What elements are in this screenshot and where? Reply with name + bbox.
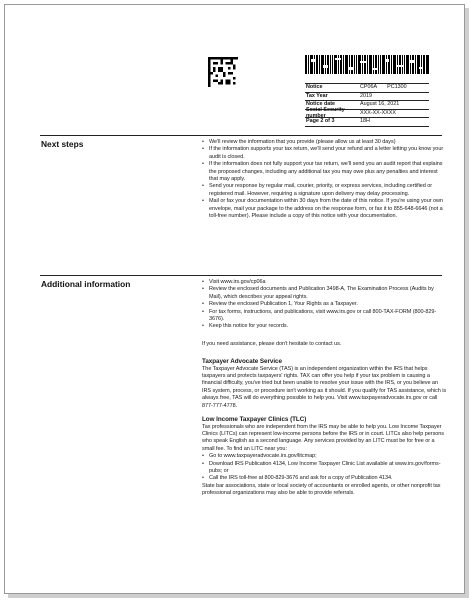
next-steps-content <box>202 139 447 220</box>
additional-info-content <box>202 279 447 498</box>
tas-heading: Taxpayer Advocate Service <box>202 358 282 366</box>
list-item: • If the information supports your tax return, we'll send your refund and a letter letting you know your audit is closed. <box>202 146 447 161</box>
notice-pc-code: PC1300 <box>387 84 407 91</box>
info-label: Page 2 of 3 <box>306 118 335 125</box>
list-item: • Go to www.taxpayeradvocate.irs.gov/litcmap; <box>202 453 447 460</box>
list-item: • Review the enclosed documents and Publication 3498-A, The Examination Process (Audits by Mail), which describes your appeal rights. <box>202 286 447 301</box>
tas-paragraph: The Taxpayer Advocate Service (TAS) is an independent organization within the IRS that helps taxpayers and protects taxpayers' rights. TAX can offer you help if your tax problem is causing a financial difficulty, you've tried but been unable to resolve your issue with the IRS, or you believe an IRS system, process, or procedure isn't working as it should. If you qualify for TAS assistance, which is always free, TAS will do everything possible to help you. Visit www.taxpayeradvocate.irs.gov or call 877-777-4778. <box>202 365 447 409</box>
next-steps-heading: Next steps <box>41 139 84 149</box>
qr-code-icon <box>208 57 238 87</box>
additional-info-list <box>202 279 447 331</box>
info-row <box>305 93 429 102</box>
list-item: • Keep this notice for your records. <box>202 323 447 330</box>
list-item: • Send your response by regular mail, courier, priority, or express services, including certified or registered mail. However, requiring a signature upon delivery may delay processing. <box>202 183 447 198</box>
litc-list <box>202 453 447 483</box>
info-value <box>360 119 429 124</box>
list-item: • If the information does not fully support your tax return, we'll send you an audit report that explains the proposed changes, including any additional tax you may owe plus any penalties and interest that may apply. <box>202 161 447 183</box>
info-value <box>360 111 429 116</box>
notice-code: CP06A <box>360 84 378 91</box>
info-row <box>305 107 429 119</box>
section-divider <box>40 135 442 136</box>
closing-paragraph: State bar associations, state or local society of accountants or enrolled agents, or other nonprofit tax professional organizations may also be able to provide referrals. <box>202 482 441 497</box>
list-item: • Review the enclosed Publication 1, Your Rights as a Taxpayer. <box>202 301 447 308</box>
additional-info-heading: Additional information <box>41 279 131 289</box>
barcode-icon <box>305 55 429 74</box>
info-label: Notice date <box>306 101 336 108</box>
list-item: • Call the IRS toll-free at 800-829-3676 and ask for a copy of Publication 4134. <box>202 475 447 482</box>
litc-paragraph: Tax professionals who are independent from the IRS may be able to help you. Low Income Taxpayer Clinics (LITCs) can represent low-income persons before the IRS or in court. LITCs also help persons who speak English as a second language. Any services provided by an LITC must be for free or a small fee. To find an LITC near you: <box>202 423 444 452</box>
list-item: • Mail or fax your documentation within 30 days from the date of this notice. If you're using your own envelope, mail your package to the address on the response form, or fax it to 855-648-6646 (not a toll-free number). Please include a copy of this notice with your documentation. <box>202 198 447 220</box>
notice-date: August 16, 2021 <box>360 101 400 108</box>
info-label: Notice <box>306 84 323 91</box>
litc-heading: Low Income Taxpayer Clinics (TLC) <box>202 416 307 424</box>
list-item: • We'll review the information that you provide (please allow us at least 30 days) <box>202 139 447 146</box>
page-code: 18H <box>360 118 370 125</box>
info-label: Social Security number <box>306 107 345 119</box>
info-row <box>305 84 429 93</box>
assistance-text: If you need assistance, please don't hesitate to contact us. <box>202 340 342 347</box>
ssn-value: XXX-XX-XXXX <box>360 109 396 116</box>
list-item: • For tax forms, instructions, and publications, visit www.irs.gov or call 800-TAX-FORM (800-829-3676). <box>202 309 447 324</box>
info-value <box>360 102 429 107</box>
notice-info-table <box>305 83 429 127</box>
list-item: • Visit www.irs.gov/cp06a <box>202 279 447 286</box>
next-steps-list <box>202 139 447 220</box>
section-divider <box>40 275 442 276</box>
info-value <box>360 85 429 90</box>
tax-year: 2019 <box>360 92 372 99</box>
list-item: • Download IRS Publication 4134, Low Income Taxpayer Clinic List available at www.irs.gov/forms-pubs; or <box>202 461 447 476</box>
info-row <box>305 118 429 127</box>
notice-page <box>4 4 465 594</box>
info-value <box>360 94 429 99</box>
info-label: Tax Year <box>306 92 328 99</box>
